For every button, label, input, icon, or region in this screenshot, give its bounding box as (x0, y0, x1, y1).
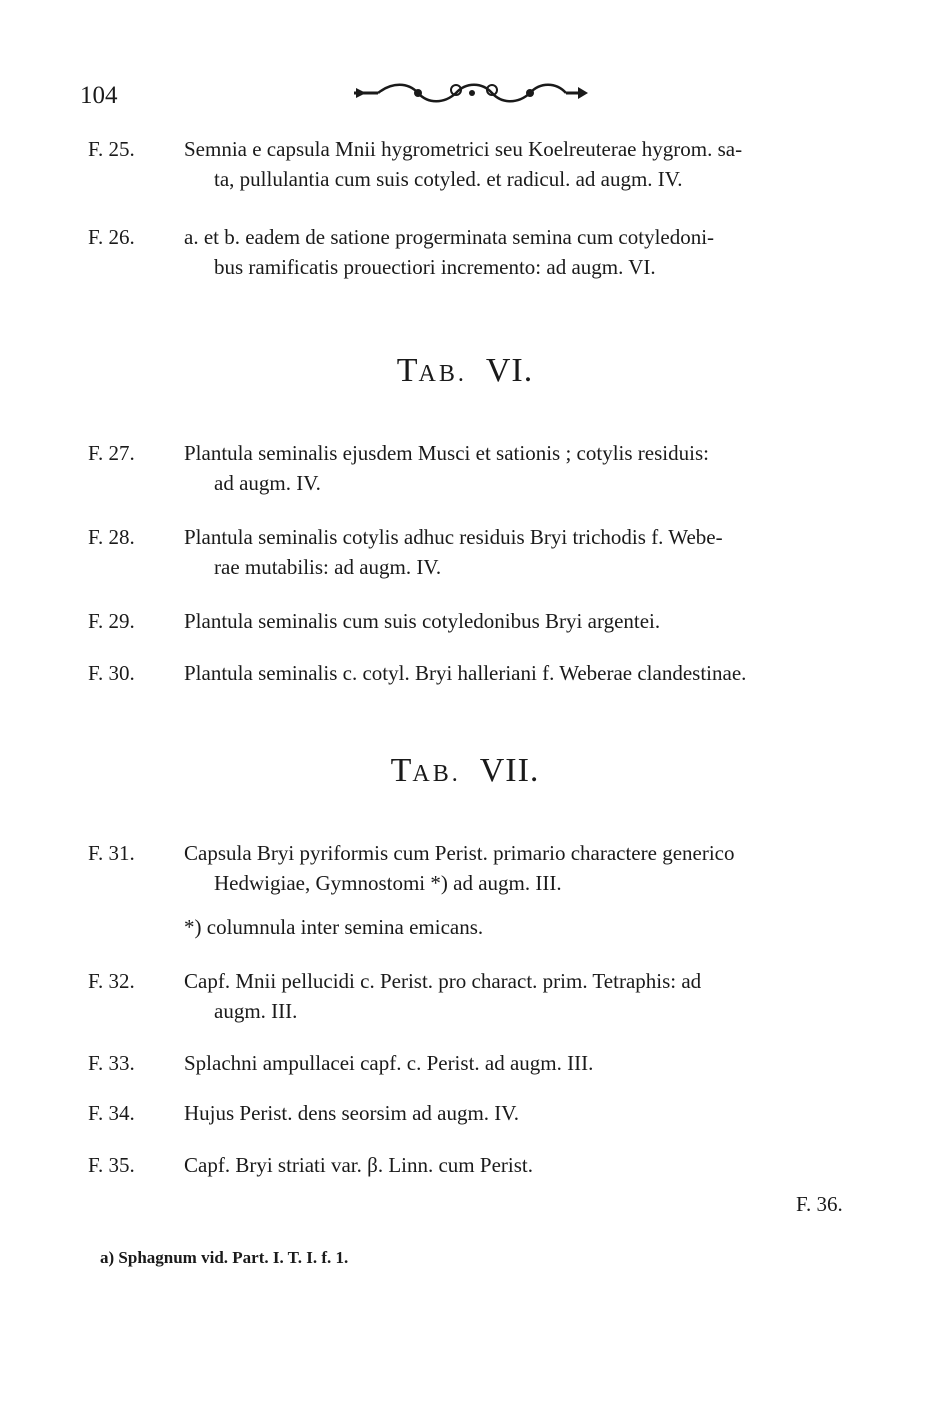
entry-line: a. et b. eadem de satione progerminata semina cum cotyledoni- (184, 225, 715, 249)
entry-line: bus ramificatis prouectiori incremento: ad augm. VI. (214, 255, 656, 279)
figure-number: F. 34. (88, 1101, 135, 1125)
entry-line: Plantula seminalis ejusdem Musci et sationis ; cotylis residuis: (184, 441, 709, 465)
figure-entry-27 (88, 438, 878, 498)
table-heading-vii (0, 752, 930, 790)
page-number: 104 (80, 82, 118, 109)
figure-number: F. 32. (88, 969, 135, 993)
heading-numeral: VI. (485, 352, 534, 389)
entry-line: rae mutabilis: ad augm. IV. (214, 555, 442, 579)
heading-numeral: VII. (479, 752, 540, 789)
decorative-scroll-ornament-icon (352, 78, 590, 108)
figure-entry-33 (88, 1048, 878, 1078)
entry-line: Capf. Bryi striati var. β. Linn. cum Perist. (184, 1153, 533, 1177)
heading-smallcaps: AB. (412, 761, 461, 787)
figure-number: F. 29. (88, 609, 135, 633)
figure-number: F. 28. (88, 525, 135, 549)
entry-line: Plantula seminalis cum suis cotyledonibus Bryi argentei. (184, 609, 661, 633)
heading-smallcaps: AB. (418, 361, 467, 387)
figure-entry-28 (88, 522, 878, 582)
entry-line: ad augm. IV. (214, 471, 321, 495)
entry-note: *) columnula inter semina emicans. (184, 915, 484, 939)
figure-number: F. 33. (88, 1051, 135, 1075)
heading-initial: T (390, 752, 413, 789)
table-heading-vi (0, 352, 930, 390)
figure-entry-32 (88, 966, 878, 1026)
figure-number: F. 30. (88, 661, 135, 685)
catchword: F. 36. (796, 1192, 843, 1216)
footnote: a) Sphagnum vid. Part. I. T. I. f. 1. (100, 1248, 349, 1267)
figure-number: F. 26. (88, 225, 135, 249)
figure-entry-34 (88, 1098, 878, 1128)
figure-entry-31 (88, 838, 878, 898)
entry-line: Hedwigiae, Gymnostomi *) ad augm. III. (214, 871, 562, 895)
figure-entry-29 (88, 606, 878, 636)
entry-line: Splachni ampullacei capf. c. Perist. ad augm. III. (184, 1051, 594, 1075)
figure-entry-35 (88, 1150, 878, 1180)
figure-number: F. 27. (88, 441, 135, 465)
figure-number: F. 31. (88, 841, 135, 865)
figure-number: F. 25. (88, 137, 135, 161)
figure-entry-26 (88, 222, 878, 282)
entry-line: Plantula seminalis cotylis adhuc residuis Bryi trichodis f. Webe- (184, 525, 723, 549)
entry-line: Capsula Bryi pyriformis cum Perist. primario charactere generico (184, 841, 735, 865)
figure-entry-30 (88, 658, 878, 688)
entry-line: ta, pullulantia cum suis cotyled. et radicul. ad augm. IV. (214, 167, 683, 191)
entry-line: Capf. Mnii pellucidi c. Perist. pro charact. prim. Tetraphis: ad (184, 969, 702, 993)
heading-initial: T (396, 352, 419, 389)
figure-entry-25 (88, 134, 878, 194)
entry-line: Hujus Perist. dens seorsim ad augm. IV. (184, 1101, 520, 1125)
entry-line: Plantula seminalis c. cotyl. Bryi halleriani f. Weberae clandestinae. (184, 661, 747, 685)
figure-number: F. 35. (88, 1153, 135, 1177)
entry-line: augm. III. (214, 999, 298, 1023)
entry-line: Semnia e capsula Mnii hygrometrici seu Koelreuterae hygrom. sa- (184, 137, 743, 161)
